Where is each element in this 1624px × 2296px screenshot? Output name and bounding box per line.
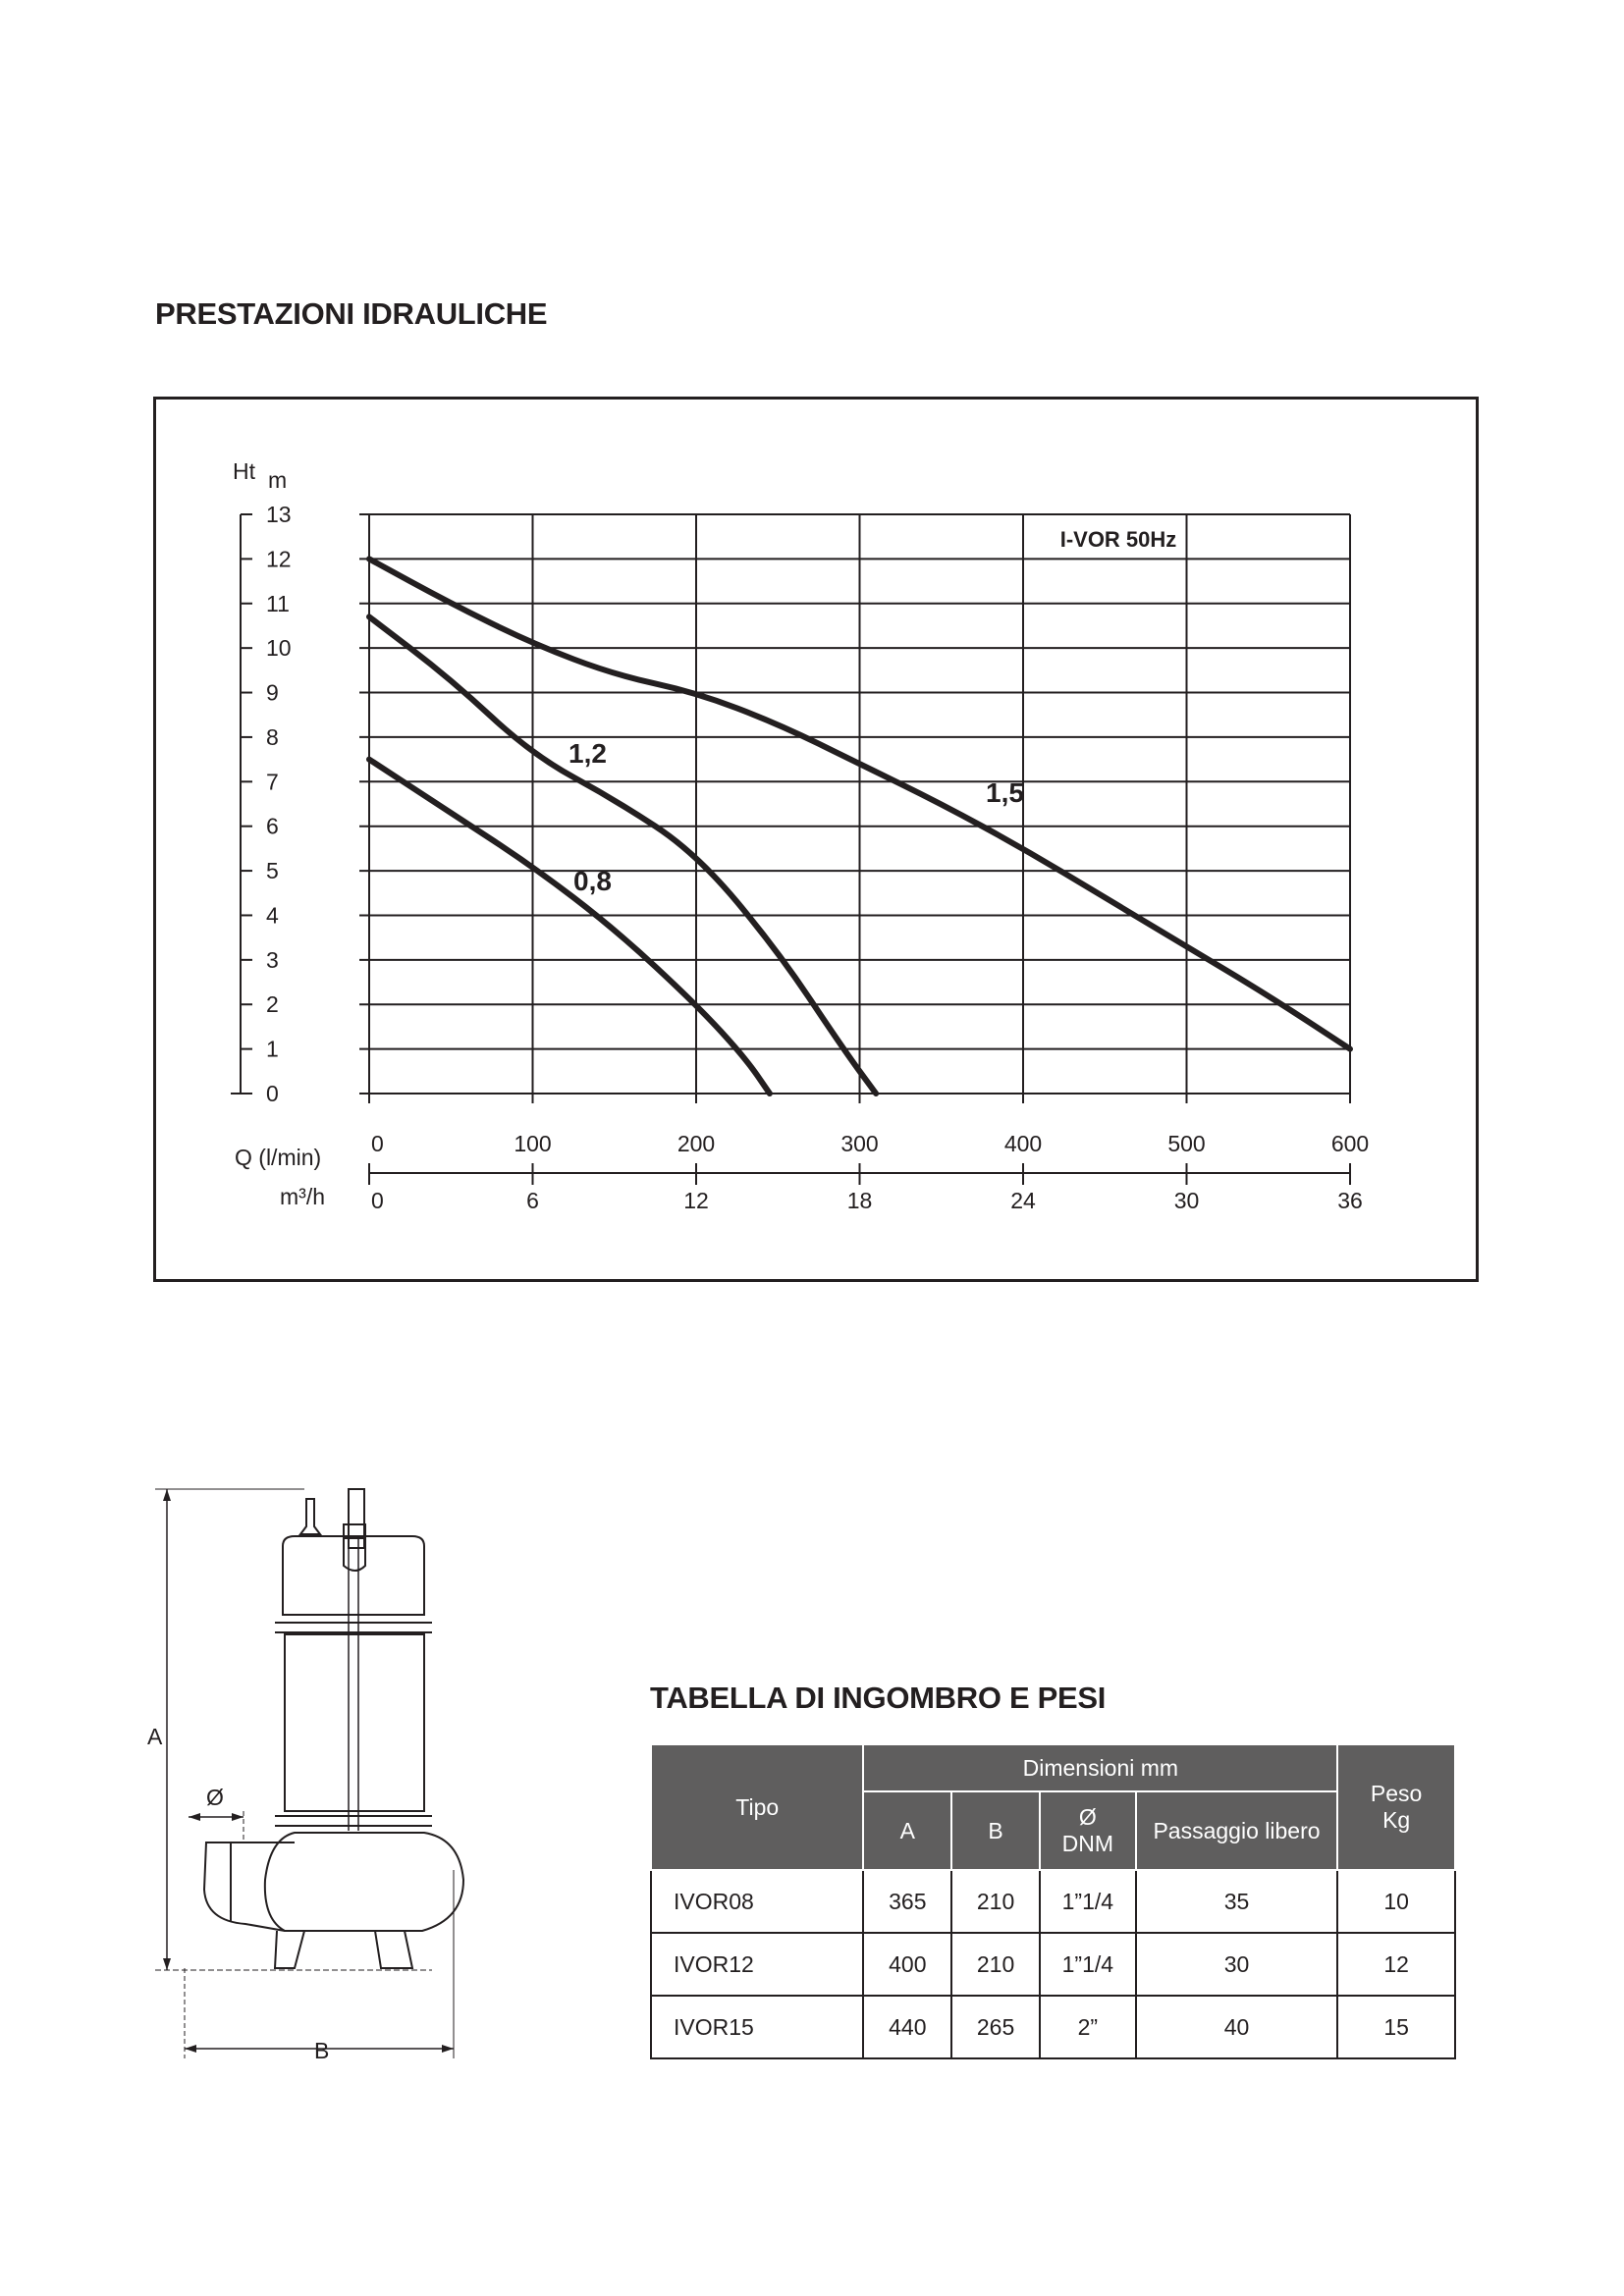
cell-dnm: 1”1/4 [1040, 1870, 1136, 1933]
y-tick-label: 6 [266, 813, 279, 839]
section-title-dimensions-weights: TABELLA DI INGOMBRO E PESI [650, 1681, 1107, 1715]
y-tick-label: 8 [266, 723, 279, 750]
cell-b: 210 [951, 1870, 1040, 1933]
pump-handle-plug [300, 1499, 320, 1534]
cell-peso: 15 [1337, 1996, 1455, 2058]
header-dnm-symbol: Ø [1078, 1804, 1097, 1830]
y-tick-label: 4 [266, 902, 279, 929]
y-axis-unit: m [268, 467, 288, 493]
table-row [651, 1870, 1455, 1933]
y-tick-label: 9 [266, 679, 279, 706]
y-tick-label: 0 [266, 1081, 279, 1106]
pump-foot-left [275, 1931, 304, 1968]
y-tick-label: 7 [266, 769, 279, 795]
dimension-a-bottom-arrow [163, 1958, 171, 1970]
x-axis-label: Q (l/min) [235, 1145, 322, 1170]
pump-outlet [204, 1842, 295, 1931]
y-tick-label: 13 [266, 502, 292, 527]
pump-dimension-drawing [147, 1477, 481, 2086]
x-tick-label: 400 [1003, 1131, 1043, 1156]
cell-peso: 10 [1337, 1870, 1455, 1933]
y-tick-label: 12 [266, 546, 292, 572]
cell-passaggio: 40 [1136, 1996, 1338, 2058]
x2-tick-label: 30 [1173, 1188, 1200, 1213]
x-tick-label: 100 [514, 1131, 552, 1156]
x-tick-label: 500 [1167, 1131, 1206, 1156]
cell-passaggio: 35 [1136, 1870, 1338, 1933]
cell-peso: 12 [1337, 1933, 1455, 1996]
x2-axis-label: m³/h [280, 1184, 325, 1209]
cell-passaggio: 30 [1136, 1933, 1338, 1996]
header-dnm [1040, 1791, 1136, 1870]
pump-volute [265, 1833, 463, 1931]
dimension-a-top-arrow [163, 1489, 171, 1501]
cell-dnm: 1”1/4 [1040, 1933, 1136, 1996]
x2-tick-label: 24 [1010, 1188, 1036, 1213]
chart-title: I-VOR 50Hz [1059, 527, 1177, 552]
header-tipo: Tipo [651, 1744, 863, 1870]
x2-tick-label: 6 [526, 1188, 539, 1213]
header-peso [1337, 1744, 1455, 1870]
y-tick-label: 10 [266, 635, 292, 662]
series-label: 1,5 [986, 777, 1024, 808]
y-tick-label: 1 [266, 1036, 279, 1062]
y-tick-label: 2 [266, 991, 279, 1018]
cell-a: 365 [863, 1870, 951, 1933]
x2-tick-label: 36 [1337, 1188, 1363, 1213]
cell-tipo: IVOR15 [651, 1996, 863, 2058]
table-row [651, 1933, 1455, 1996]
x-tick-label: 0 [371, 1131, 384, 1156]
y-tick-label: 5 [266, 858, 279, 884]
dimension-diameter-label: Ø [206, 1785, 224, 1810]
dimensions-weights-table [650, 1743, 1456, 2059]
x-tick-label: 200 [677, 1131, 716, 1156]
pump-motor-body [285, 1634, 424, 1811]
series-line-0-8 [369, 760, 770, 1094]
x-tick-label: 300 [840, 1131, 879, 1156]
y-tick-label: 11 [266, 590, 290, 616]
x2-tick-label: 0 [371, 1188, 384, 1213]
cell-dnm: 2” [1040, 1996, 1136, 2058]
section-title-hydraulic-performance: PRESTAZIONI IDRAULICHE [155, 296, 548, 331]
header-a: A [863, 1791, 951, 1870]
y-tick-label: 3 [266, 946, 279, 973]
table-row [651, 1996, 1455, 2058]
series-label: 0,8 [573, 866, 612, 896]
cell-a: 400 [863, 1933, 951, 1996]
header-dimensioni: Dimensioni mm [863, 1744, 1337, 1791]
header-dnm-label: DNM [1061, 1831, 1114, 1856]
cell-b: 265 [951, 1996, 1040, 2058]
series-label: 1,2 [568, 738, 607, 769]
table-header-row [651, 1744, 1455, 1791]
cell-tipo: IVOR08 [651, 1870, 863, 1933]
pump-foot-right [375, 1931, 412, 1968]
header-peso-label: Peso [1370, 1781, 1423, 1806]
x2-tick-label: 18 [846, 1188, 873, 1213]
header-b: B [951, 1791, 1040, 1870]
cell-tipo: IVOR12 [651, 1933, 863, 1996]
y-axis-label: Ht [233, 458, 255, 484]
dimension-a-label: A [147, 1724, 163, 1749]
cell-a: 440 [863, 1996, 951, 2058]
x-tick-label: 600 [1330, 1131, 1370, 1156]
series-line-1-2 [369, 616, 876, 1094]
dimension-b-label: B [314, 2038, 330, 2063]
performance-chart [156, 400, 1476, 1279]
cell-b: 210 [951, 1933, 1040, 1996]
header-passaggio: Passaggio libero [1136, 1791, 1338, 1870]
header-peso-unit: Kg [1382, 1807, 1411, 1833]
performance-chart-frame [153, 397, 1479, 1282]
x2-tick-label: 12 [683, 1188, 709, 1213]
